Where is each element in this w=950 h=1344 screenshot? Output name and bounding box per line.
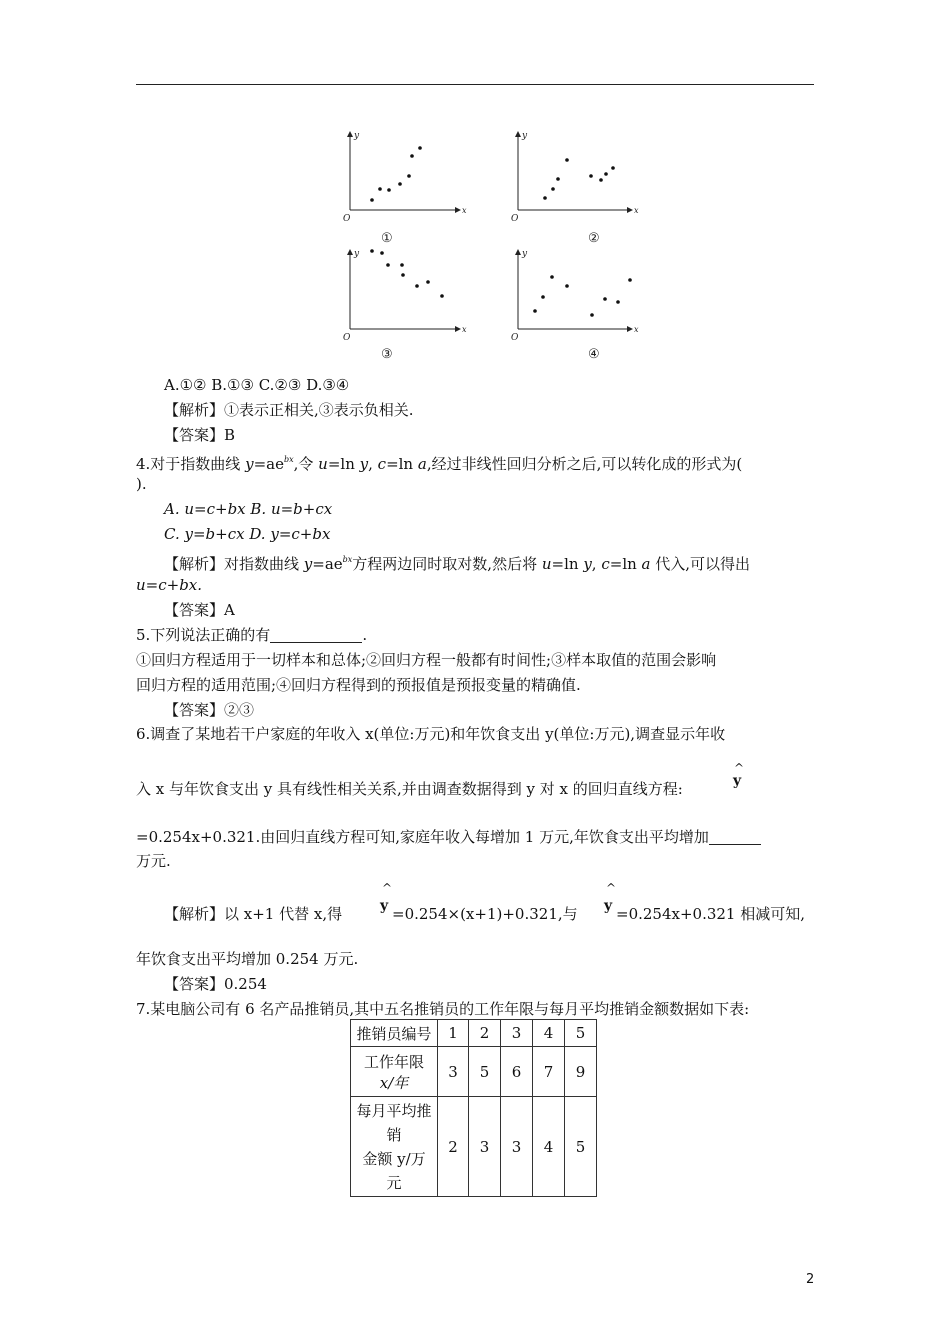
table-cell: 5 <box>469 1047 501 1097</box>
plot-number-label: ④ <box>588 347 600 362</box>
q4-stem-line2: ). <box>136 475 147 493</box>
scatter-point <box>616 300 620 304</box>
q6-analysis-b: =0.254×(x+1)+0.321,与 <box>392 905 578 923</box>
q6-analysis-a: 【解析】以 x+1 代替 x,得 <box>164 905 343 923</box>
header-rule <box>136 84 814 85</box>
table-cell: 3 <box>501 1020 533 1047</box>
table-cell: 3 <box>438 1047 469 1097</box>
scatter-point <box>604 172 608 176</box>
plot-number-label: ③ <box>381 347 393 362</box>
scatter-point <box>599 178 603 182</box>
q6-answer: 【答案】0.254 <box>164 975 267 993</box>
plot-number-label: ① <box>381 231 393 246</box>
sales-data-table <box>350 1019 597 1197</box>
scatter-point <box>590 313 594 317</box>
scatter-plots-figure <box>0 120 950 490</box>
table-row <box>351 1020 597 1047</box>
table-row <box>351 1047 597 1097</box>
q4-stem: 4.对于指数曲线 $y=ae^{bx}$,令 u=ln y, c=ln a,经过非线性回归分析之后,可以转化成的形式为( <box>136 455 743 473</box>
table-cell: 5 <box>565 1097 597 1197</box>
q6-line-2: 入 x 与年饮食支出 y 具有线性相关关系,并由调查数据得到 y 对 x 的回归直线方程: <box>136 780 683 798</box>
q5-stem: 5.下列说法正确的有 . <box>136 626 368 644</box>
table-cell: 6 <box>501 1047 533 1097</box>
scatter-point <box>533 309 537 313</box>
q3-answer: 【答案】B <box>164 426 236 444</box>
origin-label: O <box>343 333 351 343</box>
origin-label: O <box>511 214 519 224</box>
scatter-point <box>400 263 404 267</box>
table-cell: 9 <box>565 1047 597 1097</box>
q4-options-ab: A. u=c+bx B. u=b+cx <box>164 500 333 518</box>
scatter-point <box>410 154 414 158</box>
scatter-point <box>628 278 632 282</box>
table-cell: 3 <box>501 1097 533 1197</box>
q7-stem: 7.某电脑公司有 6 名产品推销员,其中五名推销员的工作年限与每月平均推销金额数据如下表: <box>136 1000 750 1018</box>
q6-line-1: 6.调查了某地若干户家庭的年收入 x(单位:万元)和年饮食支出 y(单位:万元),调查显示年收 <box>136 725 726 743</box>
scatter-point <box>603 297 607 301</box>
scatter-plot-2 <box>511 131 639 246</box>
table-cell: 2 <box>469 1020 501 1047</box>
scatter-point <box>370 249 374 253</box>
scatter-point <box>611 166 615 170</box>
scatter-point <box>401 273 405 277</box>
q5-answer-blank[interactable] <box>270 627 362 643</box>
table-row-label: 工作年限 x/年 <box>351 1047 438 1097</box>
q6-analysis-yhat-1: y <box>380 898 389 914</box>
scatter-point <box>550 275 554 279</box>
y-axis-label: y <box>354 131 360 141</box>
page-number: 2 <box>806 1272 815 1287</box>
scatter-point <box>426 280 430 284</box>
scatter-point <box>541 295 545 299</box>
y-axis-label: y <box>354 249 360 259</box>
scatter-point <box>589 174 593 178</box>
table-cell: 1 <box>438 1020 469 1047</box>
x-axis-label: x <box>634 325 639 334</box>
origin-label: O <box>511 333 519 343</box>
scatter-point <box>565 158 569 162</box>
x-axis-label: x <box>462 206 467 215</box>
q6-analysis-line2: 年饮食支出平均增加 0.254 万元. <box>136 950 359 968</box>
scatter-point <box>415 284 419 288</box>
q4-analysis-line2: u=c+bx. <box>136 576 203 594</box>
q4-analysis: 【解析】对指数曲线 $y=ae^{bx}$方程两边同时取对数,然后将 u=ln y, c=ln a 代入,可以得出 <box>164 555 751 573</box>
scatter-point <box>565 284 569 288</box>
scatter-point <box>551 187 555 191</box>
scatter-point <box>378 187 382 191</box>
scatter-point <box>398 182 402 186</box>
table-row <box>351 1097 597 1197</box>
scatter-point <box>418 146 422 150</box>
table-cell: 2 <box>438 1097 469 1197</box>
table-row-label: 每月平均推 销 金额 y/万 元 <box>351 1097 438 1197</box>
x-axis-label: x <box>462 325 467 334</box>
q6-line-3: =0.254x+0.321.由回归直线方程可知,家庭年收入每增加 1 万元,年饮食支出平均增加 <box>136 827 761 847</box>
scatter-point <box>386 263 390 267</box>
table-header-label: 推销员编号 <box>351 1020 438 1047</box>
q6-analysis-hat-2: ^ <box>606 881 617 895</box>
table-cell: 3 <box>469 1097 501 1197</box>
q6-analysis-yhat-2: y <box>604 898 613 914</box>
q6-analysis-c: =0.254x+0.321 相减可知, <box>616 905 806 923</box>
table-cell: 7 <box>533 1047 565 1097</box>
y-axis-label: y <box>522 249 528 259</box>
q5-body-1: ①回归方程适用于一切样本和总体;②回归方程一般都有时间性;③样本取值的范围会影响 <box>136 651 717 669</box>
table-cell: 4 <box>533 1020 565 1047</box>
scatter-point <box>387 188 391 192</box>
origin-label: O <box>343 214 351 224</box>
plot-number-label: ② <box>588 231 600 246</box>
scatter-plot-4 <box>511 249 639 362</box>
scatter-point <box>380 251 384 255</box>
q6-answer-blank[interactable] <box>709 829 761 845</box>
table-cell: 4 <box>533 1097 565 1197</box>
q5-body-2: 回归方程的适用范围;④回归方程得到的预报值是预报变量的精确值. <box>136 676 581 694</box>
scatter-point <box>556 177 560 181</box>
table-cell: 5 <box>565 1020 597 1047</box>
q6-hat-symbol: ^ <box>734 761 745 775</box>
scatter-point <box>543 196 547 200</box>
q4-options-cd: C. y=b+cx D. y=c+bx <box>164 525 331 543</box>
q3-analysis: 【解析】①表示正相关,③表示负相关. <box>164 401 414 419</box>
scatter-point <box>370 198 374 202</box>
q4-answer: 【答案】A <box>164 601 235 619</box>
q3-options: A.①② B.①③ C.②③ D.③④ <box>164 376 350 394</box>
scatter-plot-1 <box>343 131 467 246</box>
x-axis-label: x <box>634 206 639 215</box>
y-axis-label: y <box>522 131 528 141</box>
q5-answer: 【答案】②③ <box>164 701 255 719</box>
scatter-plot-3 <box>343 249 467 362</box>
q6-line-4: 万元. <box>136 852 171 870</box>
q6-analysis-hat-1: ^ <box>382 881 393 895</box>
scatter-point <box>440 294 444 298</box>
q6-yhat-var: y <box>733 773 742 789</box>
scatter-point <box>407 174 411 178</box>
